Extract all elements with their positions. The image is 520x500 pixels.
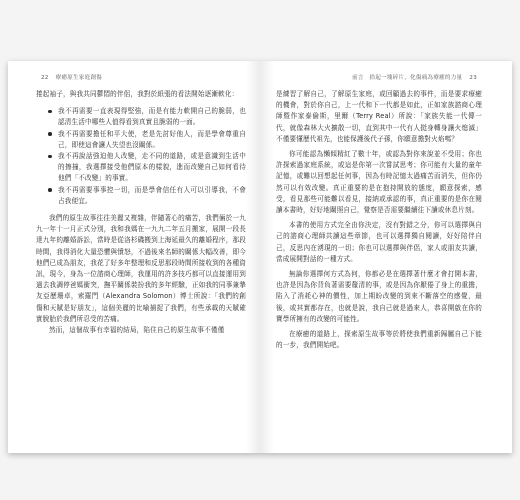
right-running-head (352, 73, 482, 81)
right-paragraph-4: 無論你選擇何方式為何，你都必是在選擇著什麼才會打開本書，也許是因為你背負著需要釐清的事，或是因為你厭倦了身上的重擔，陷入了消耗心神的價性，加上期盼改變的到來不斷落空的感覺，最後，或其實都存在，也就是說，我自己就是過來人，恭喜開啟在你的寶學所擁有的改變的可能性。 (276, 270, 482, 323)
right-paragraph-5: 在療癒的道路上，探索原生故事等於將使我們重新歸屬自己下能的一步，我們開始吧。 (276, 330, 482, 350)
bullet-item: 我不再需要事事控一切，而是學會信任有人可以引導我，不會占我便宜。 (48, 185, 246, 207)
gutter-shadow (260, 61, 274, 453)
right-page-number: 23 (469, 75, 477, 81)
left-paragraph-1: 我們的原生故事往往美麗又複雜，伴隨著心的痛苦，我們倆於一九九一年十一月正式分別，我和我媽在一九九二年五月搬家，展開一段長達九年的離婚訴訟，當時是從洛杉磯搬到上海延最久的離婚程序，那段時間，我得消化大量恐懼與憤怒，不過後來名師的關係大幅改善，即今他們已成為朋友，我花了好多年整理和反思那段時間所接收到的各種資訊，現今，身為一位諮商心理師，我運用的許多技巧都可以直接運用到過去我調停爸媽衝突，撫平關係裝扮我的多年經驗，正如我的同事兼摯友亞歷珊卓，索羅門（Alexandra Solomon）博士所說：「我們的創傷和天賦是好朋友」，這個美麗的比喻捕捉了我們，有些承載的天賦確實脫胎於我們所忍受的苦痛。 (36, 214, 246, 323)
left-intro: 捲起袖子，與我共同鬱悶的伴侶，我對於紙張的看法開始逐漸軟化： (36, 90, 239, 98)
bullet-dot-icon (48, 155, 52, 159)
bullet-dot-icon (48, 110, 52, 114)
right-paragraph-2: 你可能認為懶傾精紅了數十年，或認為對你來說並不受用；你也許探索過家庭系統，或這是你第一次嘗試思考；你可能有大量的童年記憶，或難以回想起任何事，因為有時記憶太過痛苦而消失，但你仍然可以有效改變。真正重要的是在抱持開放的態度，願意探索，感受，看見那些可能難以看見，接納或承認的事，真正重要的是你在閱讀本書時，好好地關照自己，覺察是否需要繼續往下讀或休息片刻。 (276, 150, 482, 215)
bullet-item: 我不再需要擔任和平大使，老是先討好他人，而是學會尊重自己，即使這會讓人失望也沒關係。 (48, 129, 246, 151)
left-running-head (36, 73, 102, 81)
bullet-item: 我不再說話強迫他人改變，走不同的道路，或是意識到生活中的擦撞，我選擇接受他們原本的樣貌，進而改變自己如何看待他們「不改變」的事實。 (48, 151, 246, 185)
left-page-number: 22 (41, 75, 49, 81)
right-page (260, 61, 512, 453)
book-spread (8, 61, 512, 453)
gutter-shadow (246, 61, 260, 453)
bullet-dot-icon (48, 132, 52, 136)
left-page (8, 61, 260, 453)
bullet-dot-icon (48, 188, 52, 192)
bullet-list (36, 106, 246, 207)
right-running-title: 前言 拾起一塊碎片，化傷痛為療癒的力量 (352, 75, 463, 81)
left-paragraph-2: 然而，這個故事有幸福的結局，陷住自己的原生故事不僅僅 (49, 326, 225, 335)
left-running-title: 療癒原生家庭創傷 (55, 75, 103, 81)
right-paragraph-1: 是練習了解自己，了解原生家庭，或回顧過去的事件，而是要求療癒的機會，對於你自己，上一代和下一代都是如此，正如家族諮商心理師暨作家泰倫斯，里爾（Terry Real）所說：「家族失能一代傳一代，就像森林大火擴散一切，直到其中一代有人挺身轉身讓火熄滅」不僅要懂歷代祖先，也能保護後代子孫，你願意擔對火焰嗎？ (276, 90, 482, 143)
right-paragraph-3: 本書的使用方式完全由你決定，沒有對錯之分，你可以選擇與自己的諮商心理師共讀這些章節，也可以選擇獨自閱讀，好好陪伴自己，反思內在湧現的一切；你也可以選擇與伴侶，家人或朋友共讀，當成展開對話的一種方式。 (276, 221, 482, 263)
bullet-item: 我不再需要一直表現得堅強，而是有能力軟開自己的脆弱，也認清生活中哪些人值得看到真實且脆弱的一面。 (48, 106, 246, 128)
